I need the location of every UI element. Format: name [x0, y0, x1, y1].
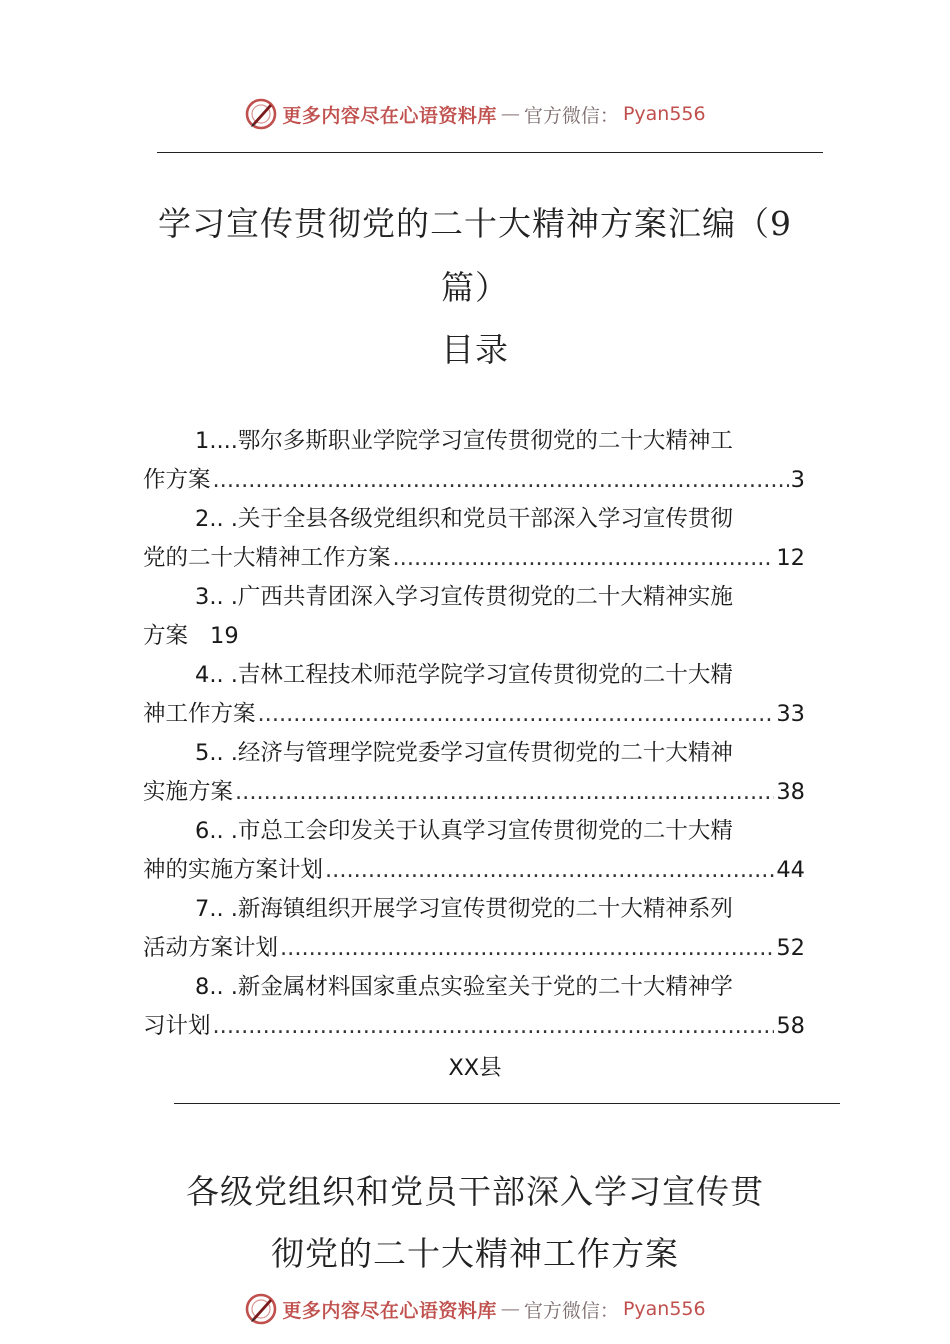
toc-entry-title-cont: 方案: [143, 623, 189, 649]
toc-entry-title: 6.. .市总工会印发关于认真学习宣传贯彻党的二十大精: [195, 818, 733, 844]
wechat-id: Pyan556: [622, 1298, 706, 1320]
toc-page-number: 38: [776, 779, 805, 805]
toc-entry-5[interactable]: [143, 734, 805, 812]
toc-entry-title-cont: 作方案: [143, 467, 211, 493]
toc-entry-title-cont: 活动方案计划: [143, 935, 279, 961]
toc-entry-title: 3.. .广西共青团深入学习宣传贯彻党的二十大精神实施: [195, 584, 733, 610]
header-rule: [157, 152, 823, 153]
toc-leader-dots: [213, 461, 789, 500]
brand-separator: —: [500, 103, 520, 125]
toc-entry-title: 8.. .新金属材料国家重点实验室关于党的二十大精神学: [195, 974, 733, 1000]
toc-entry-title: 1....鄂尔多斯职业学院学习宣传贯彻党的二十大精神工: [195, 428, 733, 454]
wechat-label: 官方微信：: [523, 1299, 619, 1322]
toc-entry-title: 5.. .经济与管理学院党委学习宣传贯彻党的二十大精神: [195, 740, 733, 766]
table-of-contents: [143, 422, 805, 1046]
section-rule: [174, 1103, 840, 1104]
toc-leader-dots: [393, 539, 775, 578]
brand-text: 更多内容尽在心语资料库: [282, 1299, 497, 1322]
toc-entry-8[interactable]: [143, 968, 805, 1046]
toc-page-number: 44: [776, 857, 805, 883]
pen-circle-logo-icon: [244, 97, 278, 131]
brand-separator: —: [500, 1298, 520, 1320]
toc-entry-title-cont: 习计划: [143, 1013, 211, 1039]
toc-entry-4[interactable]: [143, 656, 805, 734]
wechat-id: Pyan556: [622, 103, 706, 125]
toc-entry-3[interactable]: [143, 578, 805, 656]
document-title-line2: 篇）: [441, 268, 509, 307]
toc-page-number: 12: [776, 545, 805, 571]
toc-leader-dots: [258, 695, 775, 734]
toc-entry-6[interactable]: [143, 812, 805, 890]
brand-text: 更多内容尽在心语资料库: [282, 104, 497, 127]
toc-entry-7[interactable]: [143, 890, 805, 968]
toc-page-number: 33: [776, 701, 805, 727]
toc-entry-1[interactable]: [143, 422, 805, 500]
toc-entry-title-cont: 实施方案: [143, 779, 234, 805]
section-title-line2: 彻党的二十大精神工作方案: [271, 1234, 679, 1273]
document-title-line1: 学习宣传贯彻党的二十大精神方案汇编（9: [158, 204, 792, 243]
toc-page-number: 58: [776, 1013, 805, 1039]
toc-entry-title-cont: 党的二十大精神工作方案: [143, 545, 391, 571]
toc-page-number: 3: [790, 467, 805, 493]
toc-entry-title: 4.. .吉林工程技术师范学院学习宣传贯彻党的二十大精: [195, 662, 733, 688]
toc-entry-title-cont: 神工作方案: [143, 701, 256, 727]
section-title-line1: 各级党组织和党员干部深入学习宣传贯: [186, 1172, 764, 1211]
toc-leader-dots: [280, 929, 774, 968]
toc-entry-title: 2.. .关于全县各级党组织和党员干部深入学习宣传贯彻: [195, 506, 733, 532]
toc-page-number: 52: [776, 935, 805, 961]
toc-heading: 目录: [441, 330, 509, 369]
toc-page-number: 19: [210, 623, 239, 649]
toc-leader-dots: [213, 1007, 775, 1046]
county-label: XX县: [448, 1055, 502, 1081]
toc-leader-dots: [235, 773, 774, 812]
toc-leader-dots: [325, 851, 774, 890]
footer-watermark: [0, 1289, 950, 1329]
toc-entry-title: 7.. .新海镇组织开展学习宣传贯彻党的二十大精神系列: [195, 896, 733, 922]
wechat-label: 官方微信：: [523, 104, 619, 127]
toc-entry-2[interactable]: [143, 500, 805, 578]
toc-entry-title-cont: 神的实施方案计划: [143, 857, 324, 883]
header-watermark: [0, 94, 950, 134]
pen-circle-logo-icon: [244, 1292, 278, 1326]
